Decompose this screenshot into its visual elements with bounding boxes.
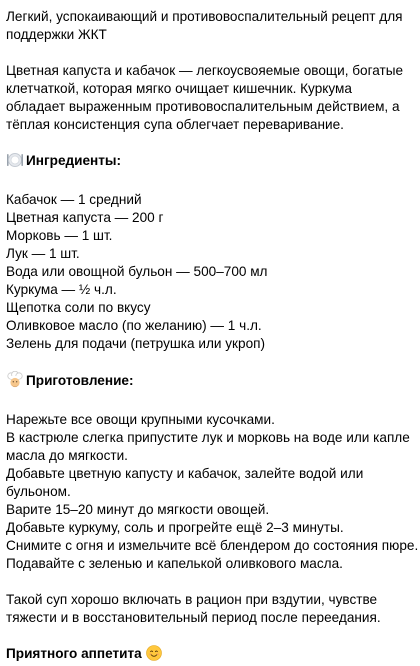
preparation-line: масла до мягкости. [6,448,128,463]
ingredients-heading-text: Ингредиенты: [26,153,122,168]
preparation-line: Нарежьте все овощи крупными кусочками. [6,412,275,427]
spacer [6,134,414,152]
smiling-face-icon [146,645,162,661]
note-line: тяжести и в восстановительный период после переедания. [6,610,381,625]
spacer [6,393,414,411]
closing-text: Приятного аппетита [6,646,142,661]
ingredient-item: Куркума — ½ ч.л. [6,282,117,297]
description-line: тёплая консистенция супа облегчает переваривание. [6,117,344,132]
closing-line [6,645,414,663]
preparation-line: Снимите с огня и измельчите всё блендером до состояния пюре. [6,538,419,553]
ingredient-item: Вода или овощной бульон — 500–700 мл [6,264,268,279]
ingredient-item: Цветная капуста — 200 г [6,210,164,225]
chef-icon [6,371,24,393]
preparation-heading-text: Приготовление: [26,373,134,388]
ingredient-item: Оливковое масло (по желанию) — 1 ч.л. [6,318,262,333]
intro-line: поддержки ЖКТ [6,27,107,42]
preparation-line: Варите 15–20 минут до мягкости овощей. [6,502,270,517]
preparation-line: Подавайте с зеленью и капелькой оливкового масла. [6,556,343,571]
description-line: обладает выраженным противовоспалительным действием, а [6,99,400,114]
preparation-line: В кастрюле слегка припустите лук и морковь на воде или капле [6,430,410,445]
spacer [6,353,414,371]
spacer [6,44,414,62]
description-line: клетчаткой, которая мягко очищает кишечник. Куркума [6,81,352,96]
ingredient-item: Лук — 1 шт. [6,246,80,261]
spacer [6,173,414,191]
note-line: Такой суп хорошо включать в рацион при вздутии, чувстве [6,592,378,607]
ingredient-item: Щепотка соли по вкусу [6,300,151,315]
ingredient-item: Кабачок — 1 средний [6,192,142,207]
ingredient-item: Морковь — 1 шт. [6,228,113,243]
preparation-line: бульоном. [6,484,71,499]
spacer [6,627,414,645]
preparation-line: Добавьте цветную капусту и кабачок, залейте водой или [6,466,364,481]
preparation-line: Добавьте куркуму, соль и прогрейте ещё 2–3 минуты. [6,520,344,535]
ingredients-heading [6,152,414,173]
intro-line: Легкий, успокаивающий и противовоспалительный рецепт для [6,9,403,24]
preparation-heading [6,371,414,393]
spacer [6,573,414,591]
description-line: Цветная капуста и кабачок — легкоусвояемые овощи, богатые [6,63,404,78]
ingredient-item: Зелень для подачи (петрушка или укроп) [6,336,266,351]
plate-icon [6,152,24,173]
